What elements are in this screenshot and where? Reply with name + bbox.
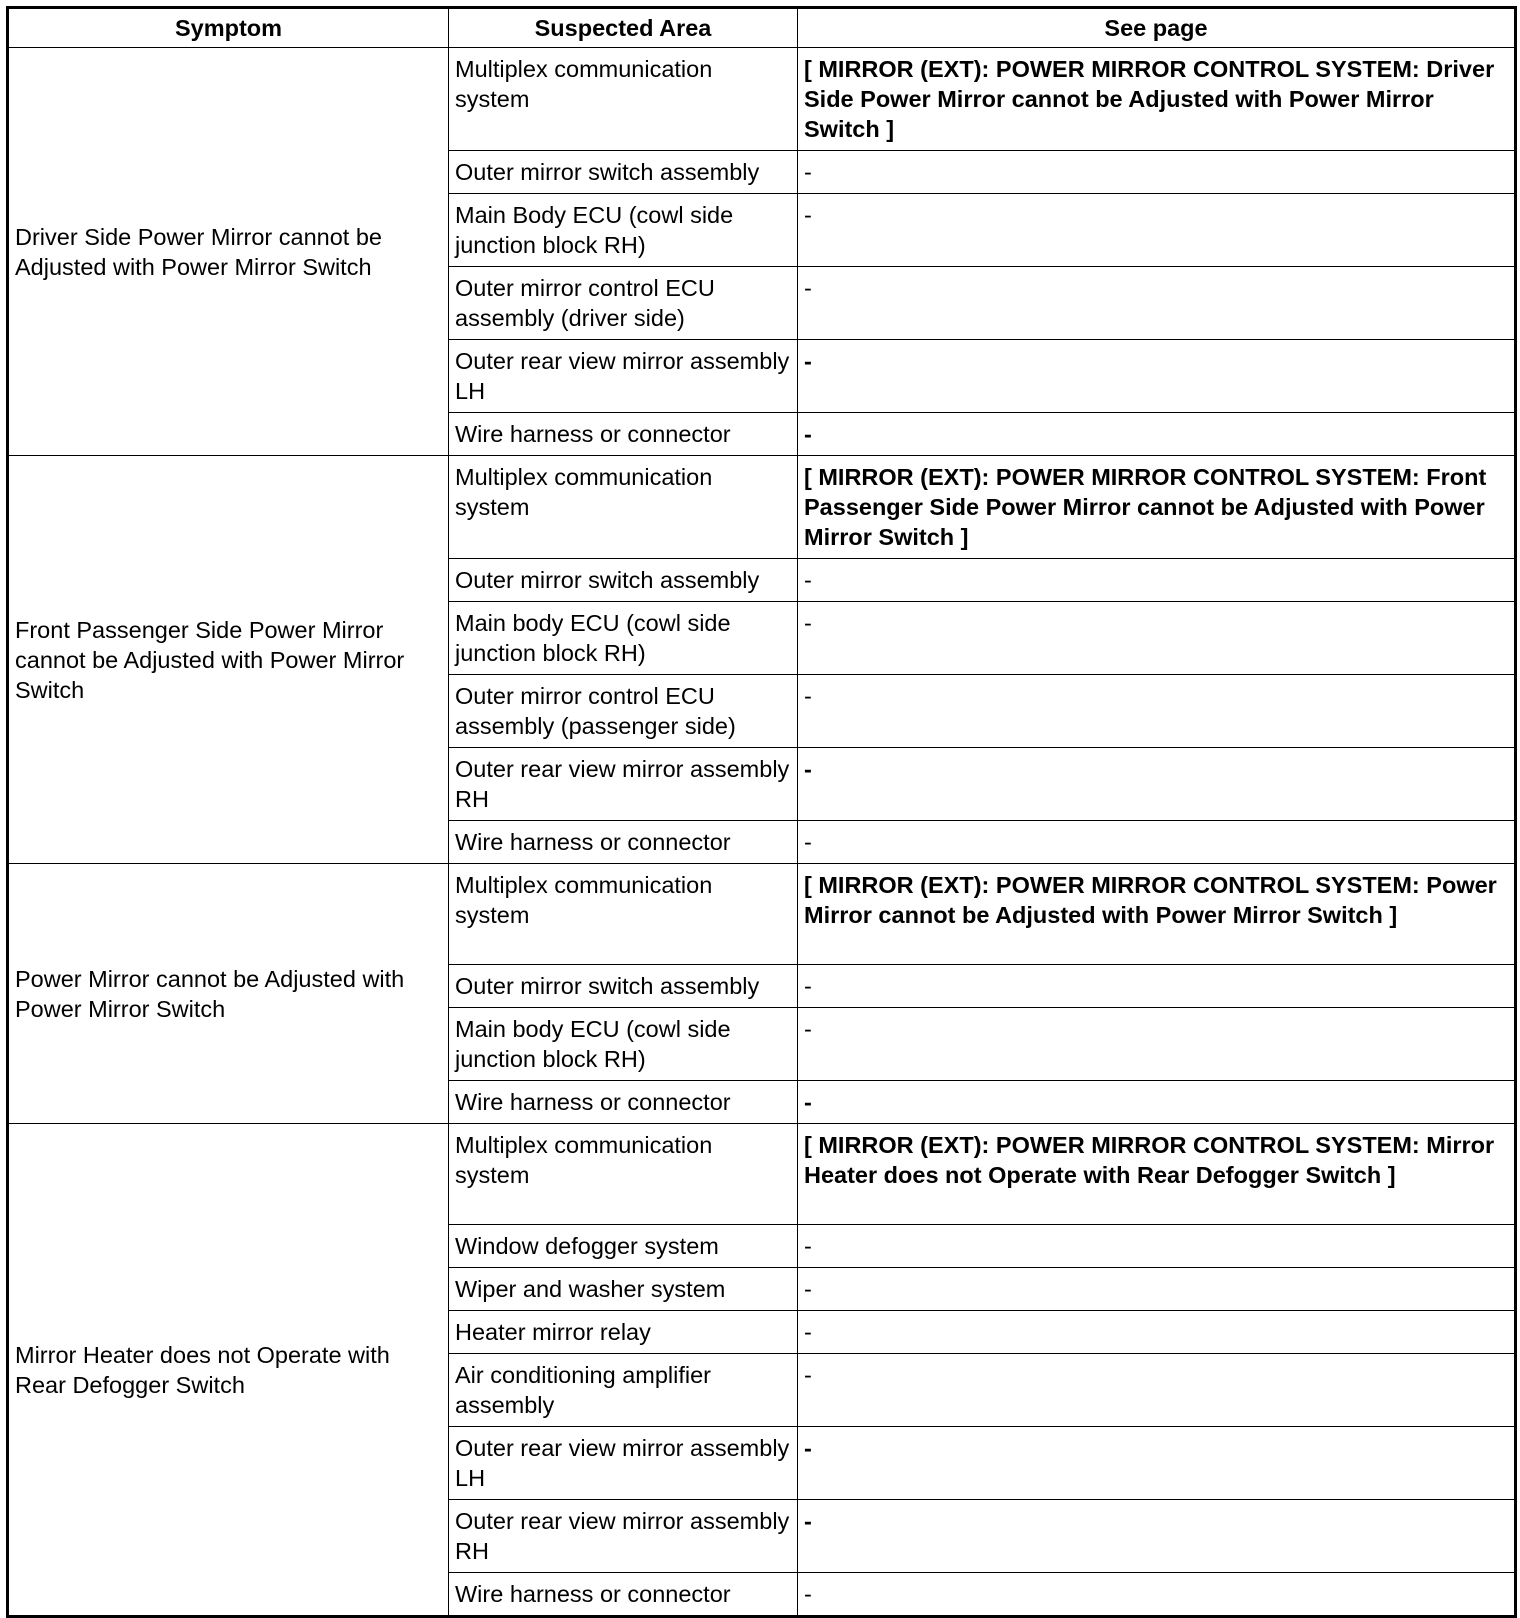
see-page-cell: -: [798, 821, 1516, 864]
see-page-cell: -: [798, 1427, 1516, 1500]
see-page-cell: -: [798, 1081, 1516, 1124]
suspected-area-cell: Multiplex communication system: [449, 48, 798, 151]
suspected-area-cell: Wire harness or connector: [449, 1081, 798, 1124]
suspected-area-cell: Wiper and washer system: [449, 1268, 798, 1311]
suspected-area-cell: Outer mirror switch assembly: [449, 559, 798, 602]
symptom-cell: Front Passenger Side Power Mirror cannot be Adjusted with Power Mirror Switch: [8, 456, 449, 864]
suspected-area-cell: Outer rear view mirror assembly RH: [449, 1500, 798, 1573]
see-page-cell: -: [798, 1573, 1516, 1617]
see-page-cell: -: [798, 194, 1516, 267]
suspected-area-cell: Air conditioning amplifier assembly: [449, 1354, 798, 1427]
suspected-area-cell: Outer rear view mirror assembly LH: [449, 340, 798, 413]
see-page-link[interactable]: [ MIRROR (EXT): POWER MIRROR CONTROL SYSTEM: Driver Side Power Mirror cannot be Adjusted with Power Mirror Switch ]: [798, 48, 1516, 151]
table-row: [8, 1124, 1516, 1225]
table-row: [8, 456, 1516, 559]
suspected-area-cell: Outer mirror switch assembly: [449, 965, 798, 1008]
see-page-cell: -: [798, 1311, 1516, 1354]
see-page-cell: -: [798, 413, 1516, 456]
suspected-area-cell: Wire harness or connector: [449, 1573, 798, 1617]
see-page-cell: -: [798, 965, 1516, 1008]
header-see-page: See page: [798, 8, 1516, 48]
see-page-link[interactable]: [ MIRROR (EXT): POWER MIRROR CONTROL SYSTEM: Mirror Heater does not Operate with Rear Defogger Switch ]: [798, 1124, 1516, 1225]
header-suspected-area: Suspected Area: [449, 8, 798, 48]
suspected-area-cell: Wire harness or connector: [449, 821, 798, 864]
see-page-cell: -: [798, 151, 1516, 194]
table-row: [8, 864, 1516, 965]
see-page-cell: -: [798, 1354, 1516, 1427]
table-row: [8, 48, 1516, 151]
suspected-area-cell: Multiplex communication system: [449, 456, 798, 559]
header-row: [8, 8, 1516, 48]
symptom-cell: Power Mirror cannot be Adjusted with Power Mirror Switch: [8, 864, 449, 1124]
see-page-cell: -: [798, 748, 1516, 821]
suspected-area-cell: Outer mirror control ECU assembly (driver side): [449, 267, 798, 340]
diagnosis-table: [6, 6, 1517, 1618]
see-page-cell: -: [798, 1268, 1516, 1311]
see-page-cell: -: [798, 1500, 1516, 1573]
header-symptom: Symptom: [8, 8, 449, 48]
suspected-area-cell: Main body ECU (cowl side junction block RH): [449, 1008, 798, 1081]
suspected-area-cell: Multiplex communication system: [449, 1124, 798, 1225]
suspected-area-cell: Outer rear view mirror assembly RH: [449, 748, 798, 821]
symptom-cell: Driver Side Power Mirror cannot be Adjusted with Power Mirror Switch: [8, 48, 449, 456]
suspected-area-cell: Outer mirror control ECU assembly (passenger side): [449, 675, 798, 748]
see-page-cell: -: [798, 559, 1516, 602]
see-page-cell: -: [798, 602, 1516, 675]
see-page-cell: -: [798, 1008, 1516, 1081]
suspected-area-cell: Outer mirror switch assembly: [449, 151, 798, 194]
symptom-cell: Mirror Heater does not Operate with Rear Defogger Switch: [8, 1124, 449, 1617]
suspected-area-cell: Heater mirror relay: [449, 1311, 798, 1354]
suspected-area-cell: Multiplex communication system: [449, 864, 798, 965]
suspected-area-cell: Outer rear view mirror assembly LH: [449, 1427, 798, 1500]
see-page-cell: -: [798, 675, 1516, 748]
suspected-area-cell: Window defogger system: [449, 1225, 798, 1268]
see-page-cell: -: [798, 1225, 1516, 1268]
see-page-cell: -: [798, 340, 1516, 413]
see-page-link[interactable]: [ MIRROR (EXT): POWER MIRROR CONTROL SYSTEM: Power Mirror cannot be Adjusted with Power Mirror Switch ]: [798, 864, 1516, 965]
suspected-area-cell: Main body ECU (cowl side junction block RH): [449, 602, 798, 675]
see-page-cell: -: [798, 267, 1516, 340]
suspected-area-cell: Wire harness or connector: [449, 413, 798, 456]
see-page-link[interactable]: [ MIRROR (EXT): POWER MIRROR CONTROL SYSTEM: Front Passenger Side Power Mirror cannot be Adjusted with Power Mirror Switch ]: [798, 456, 1516, 559]
suspected-area-cell: Main Body ECU (cowl side junction block RH): [449, 194, 798, 267]
